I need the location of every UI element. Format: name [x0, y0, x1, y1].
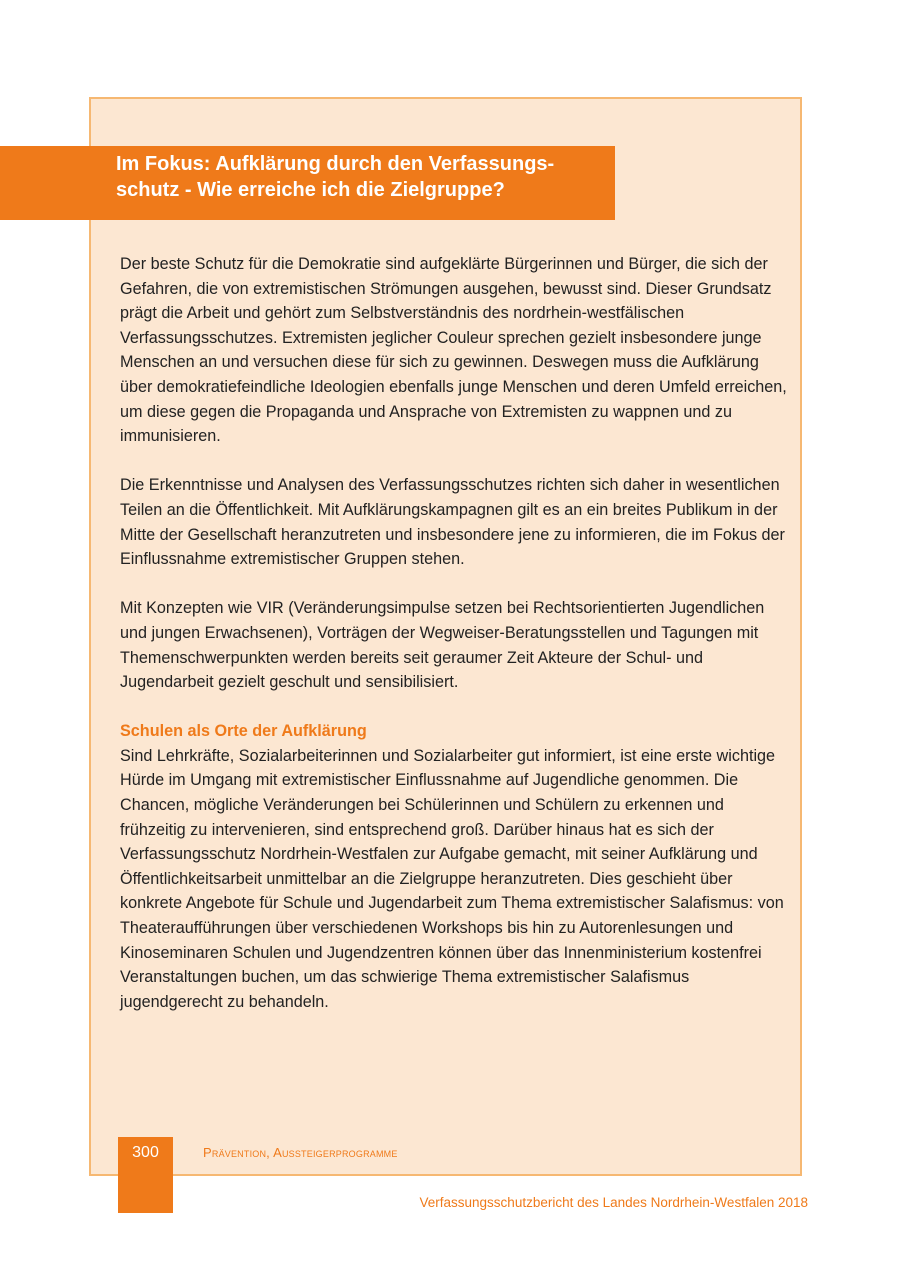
box-title [116, 151, 606, 203]
paragraph-4: Sind Lehrkräfte, Sozialarbeiterinnen und Sozialarbeiter gut informiert, ist eine erste wichtige Hürde im Umgang mit extremistischer Einflussnahme auf Jugendliche genommen. Die Chancen, mögliche Veränderungen bei Schülerinnen und Schülern zu erkennen und frühzeitig zu intervenieren, sind entsprechend groß. Darüber hinaus hat es sich der Verfassungsschutz Nordrhein-Westfalen zur Aufgabe gemacht, mit seiner Aufklärung und Öffentlichkeitsarbeit unmittelbar an die Zielgruppe heranzutreten. Dies geschieht über konkrete Angebote für Schule und Jugendarbeit zum Thema extremistischer Salafismus: von Theateraufführungen über verschiedenen Workshops bis hin zu Autorenlesungen und Kinoseminaren Schulen und Jugendzentren können über das Innenministerium kostenfrei Veranstaltungen buchen, um das schwierige Thema extremistischer Salafismus jugendgerecht zu behandeln. [120, 746, 784, 1011]
paragraph-3: Mit Konzepten wie VIR (Veränderungsimpulse setzen bei Rechtsorientierten Jugendlichen und jungen Erwachsenen), Vorträgen der Wegweiser-Beratungsstellen und Tagungen mit Themenschwerpunkten werden bereits seit geraumer Zeit Akteure der Schul- und Jugendarbeit gezielt geschult und sensibilisiert. [120, 599, 765, 692]
page-number: 300 [132, 1144, 159, 1161]
box-title-line-1: Im Fokus: Aufklärung durch den Verfassungs- [116, 153, 555, 175]
paragraph-2: Die Erkenntnisse und Analysen des Verfassungsschutzes richten sich daher in wesentlichen Teilen an die Öffentlichkeit. Mit Aufklärungskampagnen gilt es an ein breites Publikum in der Mitte der Gesellschaft heranzutreten und insbesondere jene zu informieren, die im Fokus der Einflussnahme extremistischer Gruppen stehen. [120, 476, 785, 569]
section-subheading: Schulen als Orte der Aufklärung [120, 722, 367, 741]
paragraph-1: Der beste Schutz für die Demokratie sind aufgeklärte Bürgerinnen und Bürger, die sich der Gefahren, die von extremistischen Strömungen ausgehen, bewusst sind. Dieser Grundsatz prägt die Arbeit und gehört zum Selbstverständnis des nordrhein-westfälischen Verfassungsschutzes. Extremisten jeglicher Couleur sprechen gezielt insbesondere junge Menschen an und versuchen diese für sich zu gewinnen. Deswegen muss die Aufklärung über demokratiefeindliche Ideologien ebenfalls junge Menschen und deren Umfeld erreichen, um diese gegen die Propaganda und Ansprache von Extremisten zu wappnen und zu immunisieren. [120, 255, 787, 446]
box-content [120, 252, 788, 1039]
box-title-line-2: schutz - Wie erreiche ich die Zielgruppe? [116, 179, 505, 201]
publication-title: Verfassungsschutzbericht des Landes Nordrhein-Westfalen 2018 [419, 1195, 808, 1210]
running-section-title: Prävention, Aussteigerprogramme [203, 1145, 398, 1160]
